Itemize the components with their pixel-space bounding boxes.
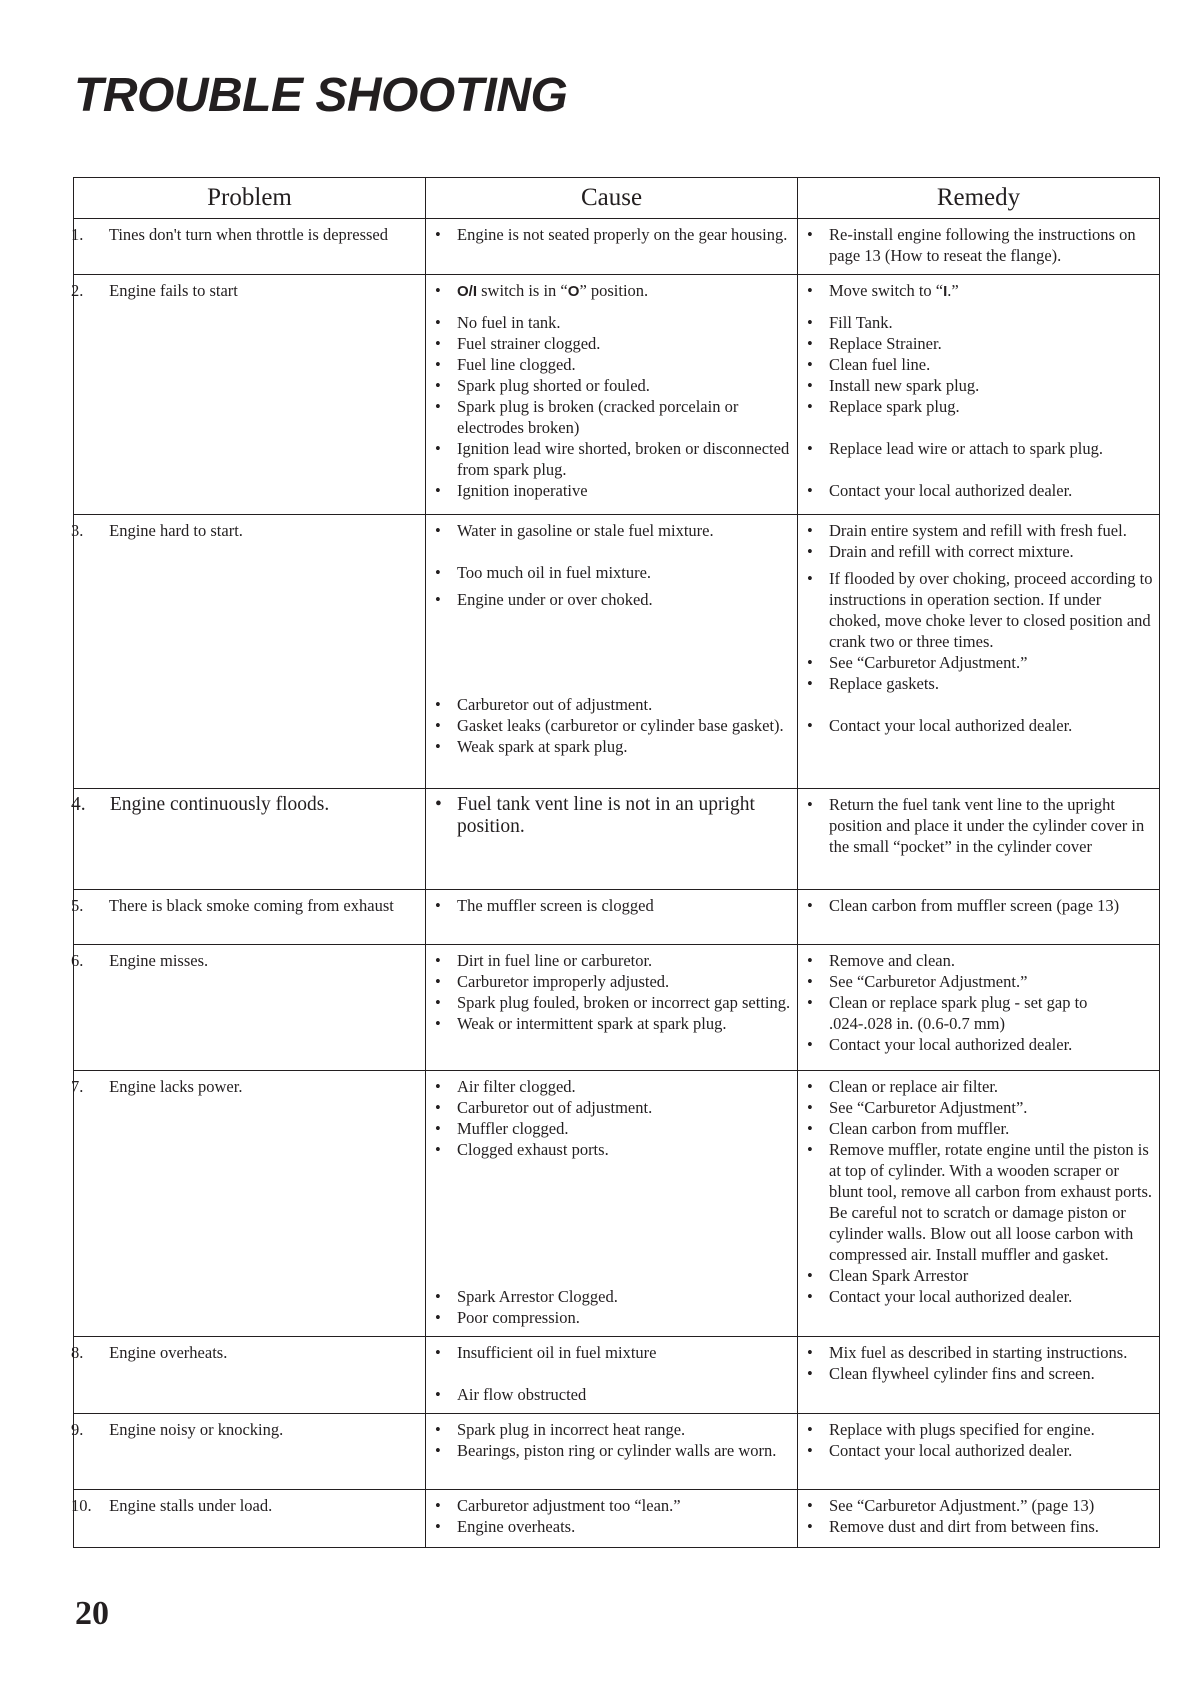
header-cause: Cause bbox=[426, 178, 798, 219]
remedy-cell bbox=[798, 789, 1160, 890]
remedy-item: • Clean flywheel cylinder fins and screen. bbox=[805, 1363, 1153, 1384]
remedy-item: • Replace with plugs specified for engine. bbox=[805, 1419, 1153, 1440]
problem-text: Engine stalls under load. bbox=[109, 1496, 273, 1515]
remedy-item: • Remove muffler, rotate engine until the piston is at top of cylinder. With a wooden scraper or blunt tool, remove all carbon from exhaust ports. Be careful not to scratch or damage piston or cylinder walls. Blow out all loose carbon with compressed air. Install muffler and gasket. bbox=[805, 1139, 1153, 1265]
remedy-item: • Clean Spark Arrestor bbox=[805, 1265, 1153, 1286]
table-row bbox=[74, 1490, 1160, 1548]
cause-item: • Gasket leaks (carburetor or cylinder base gasket). bbox=[433, 715, 791, 736]
remedy-item: • Remove and clean. bbox=[805, 950, 1153, 971]
problem-number: 5. bbox=[71, 896, 84, 915]
remedy-item: • Drain entire system and refill with fresh fuel. bbox=[805, 520, 1153, 541]
cause-item: • Spark plug fouled, broken or incorrect gap setting. bbox=[433, 992, 791, 1013]
remedy-item: • Clean carbon from muffler screen (page 13) bbox=[805, 895, 1153, 916]
header-remedy: Remedy bbox=[798, 178, 1160, 219]
remedy-cell bbox=[798, 1071, 1160, 1337]
table-row bbox=[74, 219, 1160, 275]
problem-text: Engine lacks power. bbox=[109, 1077, 243, 1096]
remedy-cell bbox=[798, 890, 1160, 945]
remedy-item: • Clean fuel line. bbox=[805, 354, 1153, 375]
cause-item: • Fuel strainer clogged. bbox=[433, 333, 791, 354]
remedy-item: • Remove dust and dirt from between fins. bbox=[805, 1516, 1153, 1537]
cause-cell bbox=[426, 1337, 798, 1414]
table-row bbox=[74, 275, 1160, 515]
problem-number: 1. bbox=[71, 225, 84, 244]
remedy-cell bbox=[798, 515, 1160, 789]
cause-item: • Carburetor improperly adjusted. bbox=[433, 971, 791, 992]
remedy-item: • Install new spark plug. bbox=[805, 375, 1153, 396]
switch-icon: O/I bbox=[457, 283, 478, 300]
problem-cell bbox=[71, 890, 426, 945]
remedy-cell bbox=[798, 1414, 1160, 1490]
problem-cell bbox=[71, 1490, 426, 1548]
table-row bbox=[74, 1071, 1160, 1337]
cause-cell bbox=[426, 219, 798, 275]
remedy-item: • Contact your local authorized dealer. bbox=[805, 1440, 1153, 1461]
cause-item: • Fuel line clogged. bbox=[433, 354, 791, 375]
problem-number: 7. bbox=[71, 1077, 84, 1096]
problem-text: Engine misses. bbox=[109, 951, 209, 970]
remedy-item: • If flooded by over choking, proceed according to instructions in operation section. If under choked, move choke lever to closed position and crank two or three times. bbox=[805, 568, 1153, 652]
problem-text: Engine noisy or knocking. bbox=[109, 1420, 284, 1439]
problem-cell bbox=[71, 945, 426, 1071]
remedy-item: • Return the fuel tank vent line to the upright position and place it under the cylinder cover in the small “pocket” in the cylinder cover bbox=[805, 794, 1153, 857]
remedy-item: • Clean or replace spark plug - set gap to .024-.028 in. (0.6-0.7 mm) bbox=[805, 992, 1153, 1034]
cause-item: • The muffler screen is clogged bbox=[433, 895, 791, 916]
header-problem: Problem bbox=[74, 178, 426, 219]
remedy-item: • Contact your local authorized dealer. bbox=[805, 715, 1153, 736]
problem-number: 2. bbox=[71, 281, 84, 300]
problem-text: Engine hard to start. bbox=[109, 521, 243, 540]
cause-item: • Carburetor out of adjustment. bbox=[433, 694, 791, 715]
remedy-item: • Drain and refill with correct mixture. bbox=[805, 541, 1153, 562]
table-row bbox=[74, 789, 1160, 890]
cause-item: • Engine overheats. bbox=[433, 1516, 791, 1537]
table-row bbox=[74, 945, 1160, 1071]
cause-item: • Dirt in fuel line or carburetor. bbox=[433, 950, 791, 971]
page-number: 20 bbox=[75, 1595, 109, 1632]
cause-item: • Bearings, piston ring or cylinder walls are worn. bbox=[433, 1440, 791, 1461]
cause-item: • Ignition lead wire shorted, broken or disconnected from spark plug. bbox=[433, 438, 791, 480]
cause-item: • No fuel in tank. bbox=[433, 312, 791, 333]
on-symbol-icon: I bbox=[943, 283, 948, 300]
cause-item: • Clogged exhaust ports. bbox=[433, 1139, 791, 1160]
cause-item: • Air filter clogged. bbox=[433, 1076, 791, 1097]
remedy-item: • Replace gaskets. bbox=[805, 673, 1153, 694]
remedy-item: • Replace Strainer. bbox=[805, 333, 1153, 354]
cause-cell bbox=[426, 1414, 798, 1490]
table-row bbox=[74, 890, 1160, 945]
table-row bbox=[74, 515, 1160, 789]
problem-number: 8. bbox=[71, 1343, 84, 1362]
cause-item: • Spark plug is broken (cracked porcelain or electrodes broken) bbox=[433, 396, 791, 438]
remedy-item: • Clean or replace air filter. bbox=[805, 1076, 1153, 1097]
remedy-item: • Clean carbon from muffler. bbox=[805, 1118, 1153, 1139]
remedy-item: • Replace lead wire or attach to spark plug. bbox=[805, 438, 1153, 459]
problem-text: Engine fails to start bbox=[109, 281, 238, 300]
cause-item: • Weak spark at spark plug. bbox=[433, 736, 791, 757]
cause-item: • Spark Arrestor Clogged. bbox=[433, 1286, 791, 1307]
off-symbol-icon: O bbox=[567, 283, 580, 300]
cause-item: • Carburetor adjustment too “lean.” bbox=[433, 1495, 791, 1516]
cause-item: • Engine is not seated properly on the gear housing. bbox=[433, 224, 791, 245]
problem-number: 9. bbox=[71, 1420, 84, 1439]
remedy-cell bbox=[798, 1490, 1160, 1548]
cause-cell bbox=[426, 789, 798, 890]
cause-item: • Poor compression. bbox=[433, 1307, 791, 1328]
cause-item: • O/I switch is in “O” position. bbox=[433, 280, 791, 302]
cause-item: • Fuel tank vent line is not in an upright position. bbox=[433, 794, 791, 838]
remedy-cell bbox=[798, 275, 1160, 515]
cause-cell bbox=[426, 945, 798, 1071]
problem-cell bbox=[71, 1071, 426, 1337]
cause-item: • Water in gasoline or stale fuel mixture. bbox=[433, 520, 791, 541]
cause-item: • Carburetor out of adjustment. bbox=[433, 1097, 791, 1118]
remedy-cell bbox=[798, 945, 1160, 1071]
cause-item: • Ignition inoperative bbox=[433, 480, 791, 501]
remedy-cell bbox=[798, 219, 1160, 275]
remedy-item: • See “Carburetor Adjustment”. bbox=[805, 1097, 1153, 1118]
cause-item: • Air flow obstructed bbox=[433, 1384, 791, 1405]
remedy-item: • Contact your local authorized dealer. bbox=[805, 480, 1153, 501]
cause-item: • Too much oil in fuel mixture. bbox=[433, 562, 791, 583]
cause-item: • Spark plug shorted or fouled. bbox=[433, 375, 791, 396]
problem-number: 6. bbox=[71, 951, 84, 970]
table-row bbox=[74, 1414, 1160, 1490]
problem-cell bbox=[71, 515, 426, 789]
cause-item: • Insufficient oil in fuel mixture bbox=[433, 1342, 791, 1363]
problem-number: 4. bbox=[71, 794, 86, 815]
table-row bbox=[74, 1337, 1160, 1414]
remedy-item: • Fill Tank. bbox=[805, 312, 1153, 333]
problem-text: There is black smoke coming from exhaust bbox=[108, 896, 394, 915]
remedy-cell bbox=[798, 1337, 1160, 1414]
problem-number: 3. bbox=[71, 521, 84, 540]
problem-cell bbox=[71, 219, 426, 275]
problem-cell bbox=[71, 1337, 426, 1414]
remedy-item: • Mix fuel as described in starting instructions. bbox=[805, 1342, 1153, 1363]
problem-text: Engine overheats. bbox=[109, 1343, 228, 1362]
cause-cell bbox=[426, 275, 798, 515]
page-title: TROUBLE SHOOTING bbox=[74, 69, 568, 122]
troubleshooting-table bbox=[73, 177, 1160, 1548]
table-header-row bbox=[74, 178, 1160, 219]
remedy-item: • Move switch to “I.” bbox=[805, 280, 1153, 302]
cause-item: • Engine under or over choked. bbox=[433, 589, 791, 610]
cause-cell bbox=[426, 515, 798, 789]
remedy-item: • See “Carburetor Adjustment.” bbox=[805, 971, 1153, 992]
cause-item: • Weak or intermittent spark at spark plug. bbox=[433, 1013, 791, 1034]
cause-cell bbox=[426, 1071, 798, 1337]
cause-cell bbox=[426, 890, 798, 945]
remedy-item: • See “Carburetor Adjustment.” bbox=[805, 652, 1153, 673]
problem-cell bbox=[71, 275, 426, 515]
cause-item: • Muffler clogged. bbox=[433, 1118, 791, 1139]
problem-number: 10. bbox=[71, 1496, 92, 1515]
remedy-item: • Replace spark plug. bbox=[805, 396, 1153, 417]
remedy-item: • Contact your local authorized dealer. bbox=[805, 1034, 1153, 1055]
cause-cell bbox=[426, 1490, 798, 1548]
remedy-item: • See “Carburetor Adjustment.” (page 13) bbox=[805, 1495, 1153, 1516]
problem-text: Tines don't turn when throttle is depressed bbox=[108, 225, 388, 244]
problem-text: Engine continuously floods. bbox=[109, 794, 330, 815]
remedy-item: • Contact your local authorized dealer. bbox=[805, 1286, 1153, 1307]
problem-cell bbox=[71, 789, 426, 890]
problem-cell bbox=[71, 1414, 426, 1490]
cause-item: • Spark plug in incorrect heat range. bbox=[433, 1419, 791, 1440]
remedy-item: • Re-install engine following the instructions on page 13 (How to reseat the flange). bbox=[805, 224, 1153, 266]
